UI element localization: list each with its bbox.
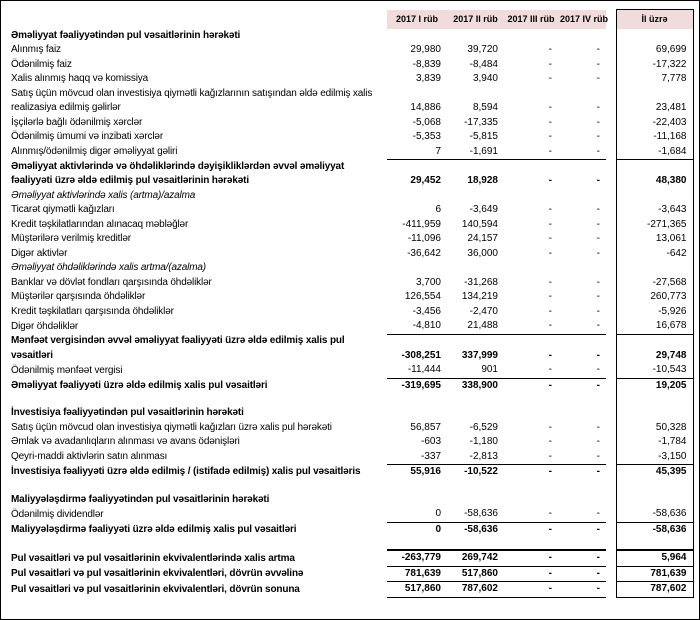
value-cell: - — [548, 320, 552, 331]
row-label: Əməliyyat aktivlərində və öhdəliklərində dəyişikliklərdən əvvəl əməliyyat fəaliyyəti üzrə əldə edilmiş pul vəsaitlərinin hərəkəti — [11, 160, 345, 186]
value-cell: - — [558, 566, 606, 582]
spacer — [606, 189, 616, 204]
row-label: Qeyri-maddi aktivlərin satın alınması — [11, 451, 168, 462]
row-label: Xalis alınmış haqq və komissiya — [11, 73, 149, 84]
value-cell — [558, 189, 606, 204]
row-label: Əməliyyat öhdəliklərində xalis artma/(azalma) — [11, 262, 206, 273]
value-cell — [387, 493, 447, 508]
value-cell: - — [596, 204, 600, 215]
value-cell: - — [548, 116, 552, 128]
value-cell: - — [596, 131, 600, 142]
row-label: Alınmış/ödənilmiş digər əməliyyat gəliri — [11, 146, 178, 157]
spacer — [606, 406, 616, 421]
value-cell — [447, 537, 504, 550]
value-cell: - — [548, 102, 552, 113]
value-cell: - — [596, 276, 600, 288]
table-row — [9, 507, 693, 522]
spacer — [606, 160, 616, 189]
table-row — [9, 130, 693, 145]
value-cell — [504, 261, 558, 276]
value-cell: - — [558, 465, 606, 480]
value-cell: - — [548, 73, 552, 84]
row-label: Əmlak və avadanlıqların alınması və avans ödənişləri — [11, 436, 240, 447]
value-cell: 126,554 — [404, 291, 441, 302]
value-cell: 337,999 — [447, 334, 504, 363]
year-total-cell: -5,926 — [616, 305, 693, 320]
header-row — [9, 10, 693, 29]
value-cell: 14,886 — [410, 102, 441, 113]
value-cell: 7 — [435, 145, 441, 157]
value-cell — [387, 29, 447, 44]
value-cell: -4,810 — [412, 320, 441, 331]
table-row — [9, 378, 693, 393]
row-label: Pul vəsaitləri və pul vəsaitlərinin ekvivalentlərində xalis artma — [11, 552, 295, 564]
row-label: Maliyyələşdirmə fəaliyyəti üzrə əldə edilmiş xalis pul vəsaitləri — [11, 523, 297, 535]
value-cell: - — [596, 305, 600, 317]
value-cell: -603 — [420, 436, 441, 447]
value-cell: - — [596, 436, 600, 447]
value-cell: -1,180 — [469, 436, 498, 447]
spacer — [606, 507, 616, 522]
row-label: Əməliyyat fəaliyyəti üzrə əldə edilmiş xalis pul vəsaitləri — [11, 379, 268, 391]
value-cell: - — [596, 145, 600, 157]
value-cell: - — [548, 145, 552, 157]
year-total-cell: 50,328 — [616, 421, 693, 436]
value-cell: 134,219 — [461, 291, 498, 302]
year-total-cell: -271,365 — [616, 218, 693, 233]
value-cell: - — [596, 218, 600, 230]
value-cell: - — [548, 44, 552, 55]
value-cell — [558, 29, 606, 44]
row-label: İnvestisiya fəaliyyəti üzrə əldə edilmiş / (istifadə edilmiş) xalis pul vəsaitləris — [11, 466, 361, 477]
spacer — [606, 130, 616, 145]
value-cell: - — [596, 58, 600, 70]
value-cell: 901 — [481, 364, 498, 375]
table-row — [9, 493, 693, 508]
value-cell: -36,642 — [407, 247, 441, 259]
row-label — [9, 480, 387, 493]
year-total-cell: 13,061 — [616, 232, 693, 247]
year-total-cell: 19,205 — [616, 378, 693, 393]
table-row — [9, 232, 693, 247]
spacer — [606, 58, 616, 73]
year-total-cell — [616, 537, 693, 550]
row-label: Satış üçün mövcud olan investisiya qiymətli kağızlarının satışından əldə edilmiş xalis realizasiya edilmiş gəlirlər — [11, 87, 373, 113]
table-row — [9, 203, 693, 218]
spacer — [606, 29, 616, 44]
value-cell: 8,594 — [472, 102, 498, 113]
value-cell: - — [596, 364, 600, 375]
spacer — [606, 493, 616, 508]
row-label: Əməliyyat aktivlərində xalis (artma)/azalma — [11, 189, 196, 201]
value-cell — [504, 29, 558, 44]
value-cell — [504, 189, 558, 204]
value-cell: 517,860 — [387, 582, 447, 598]
value-cell: -308,251 — [387, 334, 447, 363]
row-label: Satış üçün mövcud olan investisiya qiymətli kağızları üzrə xalis pul hərəkəti — [11, 421, 332, 433]
value-cell: - — [596, 421, 600, 433]
value-cell: - — [548, 204, 552, 215]
value-cell — [447, 480, 504, 493]
value-cell: -5,068 — [412, 116, 441, 128]
value-cell — [558, 393, 606, 406]
value-cell: 269,742 — [447, 550, 504, 566]
table-row — [9, 450, 693, 465]
value-cell — [504, 537, 558, 550]
spacer — [606, 72, 616, 87]
value-cell: -10,522 — [447, 465, 504, 480]
column-header: 2017 III rüb — [504, 10, 558, 29]
value-cell: - — [504, 378, 558, 393]
table-row — [9, 465, 693, 480]
value-cell: - — [504, 465, 558, 480]
value-cell — [558, 406, 606, 421]
value-cell: -17,335 — [464, 116, 498, 128]
value-cell: - — [548, 233, 552, 244]
value-cell: -337 — [420, 450, 441, 462]
spacer — [606, 290, 616, 305]
value-cell: - — [548, 247, 552, 259]
row-label: Ödənilmiş ümumi və inzibati xərclər — [11, 131, 164, 142]
spacer — [606, 203, 616, 218]
year-total-cell: 45,395 — [616, 465, 693, 480]
value-cell — [447, 493, 504, 508]
table-row — [9, 406, 693, 421]
spacer — [606, 43, 616, 58]
table-row — [9, 363, 693, 378]
year-total-cell: 5,964 — [616, 550, 693, 566]
year-total-cell: 29,748 — [616, 334, 693, 363]
value-cell: -11,096 — [407, 233, 441, 244]
year-total-cell — [616, 29, 693, 44]
table-row — [9, 58, 693, 73]
value-cell: 3,839 — [415, 73, 441, 84]
value-cell: -411,959 — [402, 218, 441, 230]
spacer — [606, 537, 616, 550]
spacer — [606, 363, 616, 378]
table-row — [9, 87, 693, 116]
value-cell: - — [548, 436, 552, 447]
value-cell: -319,695 — [387, 378, 447, 393]
value-cell — [447, 189, 504, 204]
table-row — [9, 116, 693, 131]
value-cell — [447, 393, 504, 406]
spacer — [606, 450, 616, 465]
year-total-cell: -58,636 — [616, 522, 693, 537]
year-total-cell: -27,568 — [616, 276, 693, 291]
spacer — [606, 421, 616, 436]
value-cell: 56,857 — [410, 421, 441, 433]
value-cell: 36,000 — [467, 247, 498, 259]
year-total-cell — [616, 406, 693, 421]
year-total-cell: 16,678 — [616, 319, 693, 334]
value-cell: - — [504, 582, 558, 598]
table-row — [9, 537, 693, 550]
row-label: Ödənilmiş faiz — [11, 58, 72, 70]
spacer — [606, 305, 616, 320]
spacer — [606, 435, 616, 450]
year-total-cell: 260,773 — [616, 290, 693, 305]
spacer — [606, 393, 616, 406]
spacer — [606, 319, 616, 334]
value-cell: 24,157 — [467, 233, 498, 244]
value-cell — [504, 480, 558, 493]
table-row — [9, 261, 693, 276]
value-cell: 18,928 — [447, 160, 504, 189]
value-cell: - — [504, 550, 558, 566]
row-label: İnvestisiya fəaliyyətindən pul vəsaitlərinin hərəkəti — [11, 407, 244, 418]
value-cell — [504, 493, 558, 508]
table-row — [9, 276, 693, 291]
row-label: Pul vəsaitləri və pul vəsaitlərinin ekvivalentləri, dövrün əvvəlinə — [11, 568, 304, 579]
column-header: 2017 II rüb — [447, 10, 504, 29]
value-cell: -3,649 — [469, 204, 498, 215]
value-cell: - — [548, 305, 552, 317]
table-row — [9, 480, 693, 493]
value-cell: 3,700 — [415, 276, 441, 288]
value-cell: - — [504, 566, 558, 582]
value-cell — [447, 29, 504, 44]
value-cell: -263,779 — [387, 550, 447, 566]
value-cell: -5,815 — [469, 131, 498, 142]
year-total-cell: -642 — [616, 247, 693, 262]
value-cell — [558, 261, 606, 276]
value-cell — [387, 393, 447, 406]
value-cell: -8,484 — [469, 58, 498, 70]
table-row — [9, 566, 693, 582]
row-label: Ticarət qiymətli kağızları — [11, 204, 115, 215]
value-cell: - — [558, 334, 606, 363]
year-total-cell — [616, 480, 693, 493]
value-cell: -2,813 — [469, 450, 498, 462]
value-cell: - — [548, 218, 552, 230]
year-total-cell: 69,699 — [616, 43, 693, 58]
value-cell: - — [504, 522, 558, 537]
value-cell — [558, 480, 606, 493]
value-cell: 39,720 — [467, 44, 498, 55]
year-total-cell: -22,403 — [616, 116, 693, 131]
year-total-cell: 48,380 — [616, 160, 693, 189]
value-cell: - — [548, 276, 552, 288]
value-cell: 781,639 — [387, 566, 447, 582]
spacer — [606, 465, 616, 480]
value-cell: -2,470 — [469, 305, 498, 317]
value-cell: - — [596, 102, 600, 113]
value-cell: 3,940 — [472, 73, 498, 84]
table-row — [9, 189, 693, 204]
value-cell: -3,456 — [412, 305, 441, 317]
year-total-cell: 23,481 — [616, 87, 693, 116]
value-cell: 787,602 — [447, 582, 504, 598]
table-row — [9, 334, 693, 363]
year-total-cell: 7,778 — [616, 72, 693, 87]
value-cell — [387, 480, 447, 493]
spacer — [606, 566, 616, 582]
value-cell: 29,980 — [410, 44, 441, 55]
value-cell: - — [596, 233, 600, 244]
year-total-cell — [616, 493, 693, 508]
value-cell — [387, 406, 447, 421]
table-row — [9, 218, 693, 233]
table-row — [9, 582, 693, 598]
value-cell: - — [596, 44, 600, 55]
row-label — [9, 537, 387, 550]
table-row — [9, 247, 693, 262]
spacer — [606, 145, 616, 160]
table-row — [9, 305, 693, 320]
row-label — [9, 393, 387, 406]
label-column-header — [9, 10, 387, 29]
value-cell: - — [558, 160, 606, 189]
year-total-cell — [616, 393, 693, 406]
spacer — [606, 276, 616, 291]
table-row — [9, 393, 693, 406]
cashflow-table — [9, 9, 694, 598]
row-label: Ödənilmiş dividendlər — [11, 508, 104, 520]
value-cell — [387, 189, 447, 204]
value-cell: -11,444 — [407, 364, 441, 375]
value-cell: 0 — [435, 508, 441, 519]
year-total-cell: -11,168 — [616, 130, 693, 145]
value-cell: - — [596, 450, 600, 462]
value-cell: - — [548, 291, 552, 302]
table-body — [9, 29, 693, 598]
value-cell: -58,636 — [464, 508, 498, 519]
value-cell: -31,268 — [464, 276, 498, 288]
spacer — [606, 334, 616, 363]
row-label: Kredit təşkilatları qarşısında öhdəliklər — [11, 305, 174, 317]
value-cell: - — [548, 450, 552, 462]
value-cell — [447, 406, 504, 421]
table-row — [9, 435, 693, 450]
spacer — [606, 378, 616, 393]
row-label: Kredit təşkilatlarından alınacaq məbləğlər — [11, 218, 189, 230]
table-row — [9, 290, 693, 305]
value-cell: - — [548, 58, 552, 70]
value-cell: - — [596, 116, 600, 128]
column-header: 2017 IV rüb — [558, 10, 606, 29]
value-cell: 6 — [435, 204, 441, 215]
value-cell: 338,900 — [447, 378, 504, 393]
row-label: Digər öhdəliklər — [11, 320, 79, 332]
value-cell: -58,636 — [447, 522, 504, 537]
spacer — [606, 218, 616, 233]
year-total-cell: 781,639 — [616, 566, 693, 582]
value-cell: 140,594 — [461, 218, 498, 230]
year-total-cell: -3,150 — [616, 450, 693, 465]
table-row — [9, 319, 693, 334]
spacer — [606, 261, 616, 276]
value-cell — [387, 261, 447, 276]
value-cell: - — [504, 334, 558, 363]
row-label: Alınmış faiz — [11, 44, 61, 55]
value-cell: - — [596, 320, 600, 331]
value-cell: -8,839 — [412, 58, 441, 70]
table-row — [9, 160, 693, 189]
value-cell: 0 — [387, 522, 447, 537]
row-label: Digər aktivlər — [11, 247, 68, 259]
value-cell — [447, 261, 504, 276]
value-cell — [504, 406, 558, 421]
table-row — [9, 29, 693, 44]
value-cell — [558, 537, 606, 550]
table-row — [9, 145, 693, 160]
value-cell — [387, 537, 447, 550]
value-cell: - — [558, 550, 606, 566]
value-cell: - — [596, 291, 600, 302]
value-cell: - — [596, 73, 600, 84]
row-label: Maliyyələşdirmə fəaliyyətindən pul vəsaitlərinin hərəkəti — [11, 493, 270, 505]
value-cell: - — [548, 508, 552, 519]
spacer — [606, 232, 616, 247]
year-total-cell: -3,643 — [616, 203, 693, 218]
table-row — [9, 522, 693, 537]
spacer — [606, 522, 616, 537]
year-total-cell — [616, 189, 693, 204]
year-total-cell: -1,784 — [616, 435, 693, 450]
table-row — [9, 72, 693, 87]
spacer — [606, 550, 616, 566]
spacer — [606, 247, 616, 262]
value-cell: 21,488 — [467, 320, 498, 331]
value-cell: - — [558, 378, 606, 393]
row-label: Müştərilər qarşısında öhdəliklər — [11, 291, 146, 302]
year-total-cell: -58,636 — [616, 507, 693, 522]
column-header: 2017 I rüb — [387, 10, 447, 29]
value-cell: -1,691 — [469, 145, 498, 157]
value-cell: - — [548, 364, 552, 375]
row-label: İşçilərlə bağlı ödənilmiş xərclər — [11, 116, 143, 128]
row-label: Müştərilərə verilmiş kreditlər — [11, 233, 131, 244]
table-row — [9, 550, 693, 566]
value-cell: - — [596, 508, 600, 519]
value-cell: 29,452 — [387, 160, 447, 189]
row-label: Mənfəət vergisindən əvvəl əməliyyat fəaliyyəti üzrə əldə edilmiş xalis pul vəsaitləri — [11, 335, 345, 361]
value-cell: -5,353 — [412, 131, 441, 142]
row-label: Əməliyyat fəaliyyətindən pul vəsaitlərinin hərəkəti — [11, 29, 241, 41]
value-cell: - — [504, 160, 558, 189]
column-header: İl üzrə — [616, 10, 693, 29]
spacer — [606, 582, 616, 598]
value-cell: - — [558, 582, 606, 598]
value-cell: - — [548, 131, 552, 142]
value-cell: - — [558, 522, 606, 537]
spacer — [606, 116, 616, 131]
value-cell — [504, 393, 558, 406]
value-cell: - — [548, 421, 552, 433]
spacer — [606, 480, 616, 493]
year-total-cell: -17,322 — [616, 58, 693, 73]
table-row — [9, 421, 693, 436]
row-label: Banklar və dövlət fondları qarşısında öhdəliklər — [11, 276, 212, 288]
year-total-cell: -10,543 — [616, 363, 693, 378]
value-cell: -6,529 — [469, 421, 498, 433]
value-cell: 55,916 — [387, 465, 447, 480]
row-label: Pul vəsaitləri və pul vəsaitlərinin ekvivalentləri, dövrün sonuna — [11, 583, 300, 595]
row-label: Ödənilmiş mənfəət vergisi — [11, 364, 123, 376]
value-cell — [558, 493, 606, 508]
year-total-cell: 787,602 — [616, 582, 693, 598]
value-cell: 517,860 — [447, 566, 504, 582]
spacer — [606, 87, 616, 116]
table-row — [9, 43, 693, 58]
year-total-cell — [616, 261, 693, 276]
value-cell: - — [596, 247, 600, 259]
year-total-cell: -1,684 — [616, 145, 693, 160]
